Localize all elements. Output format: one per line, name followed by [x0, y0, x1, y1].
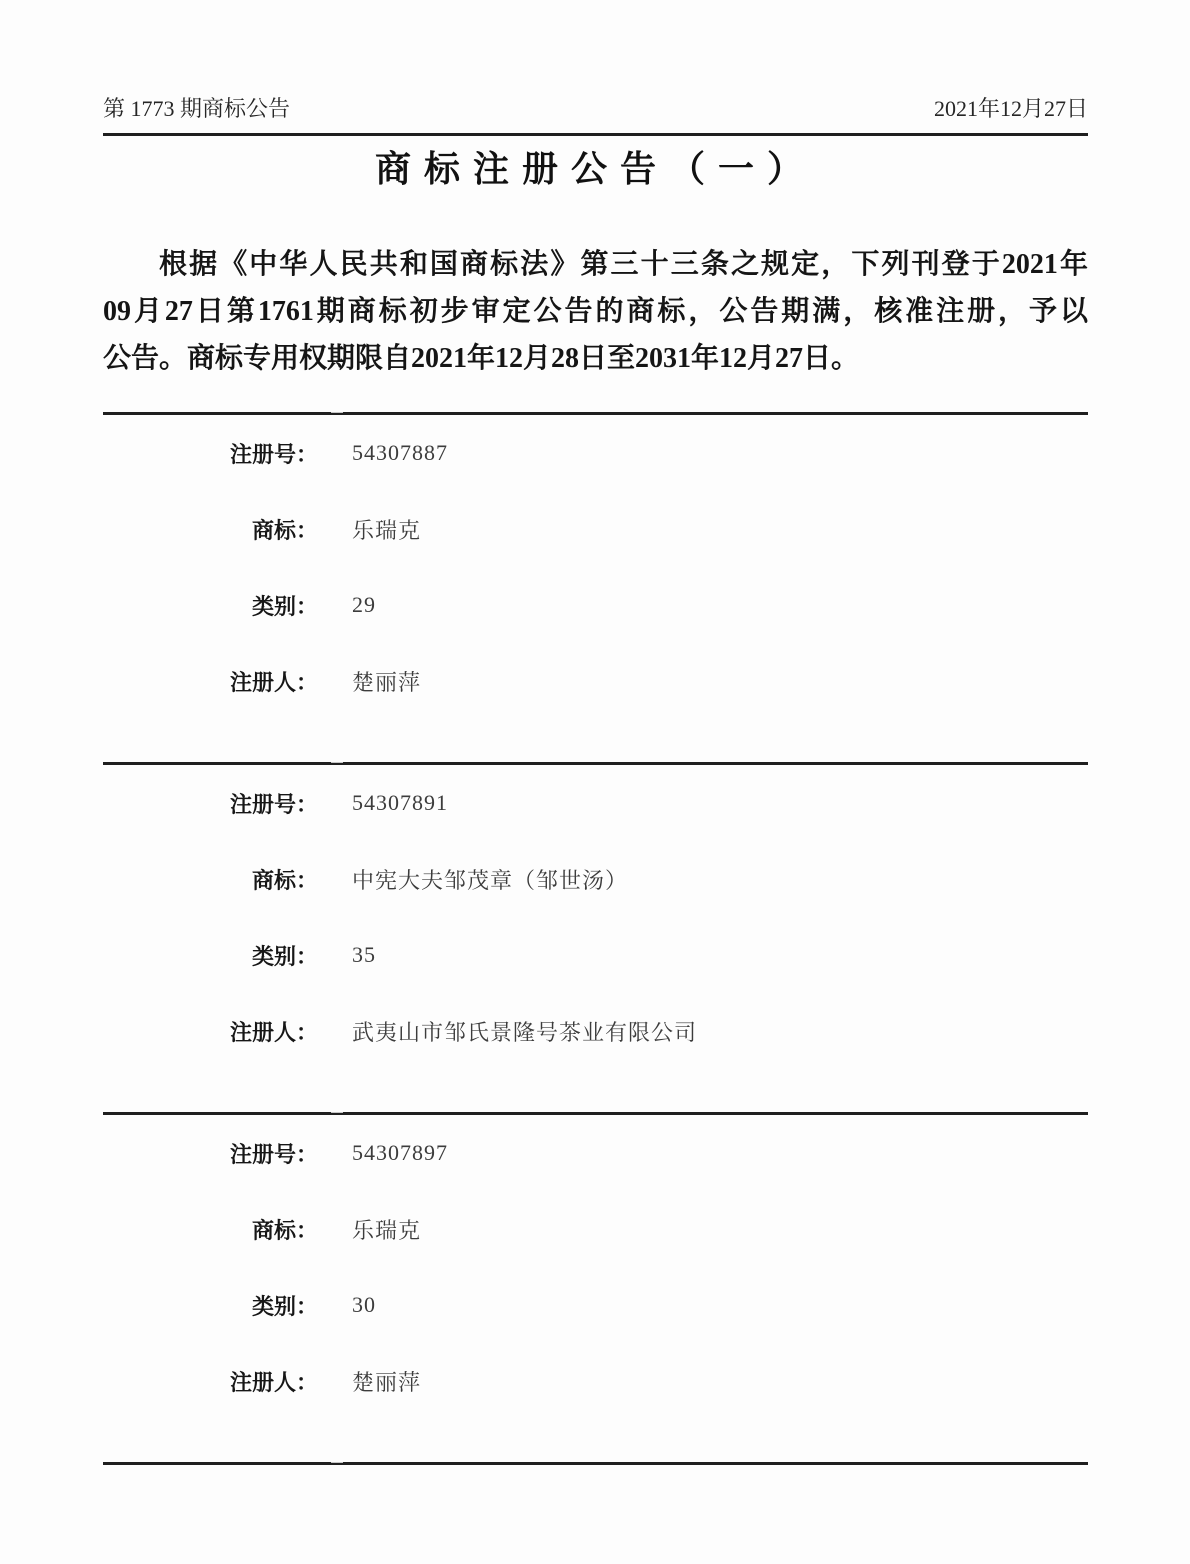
trademark-label: 商标：	[251, 517, 318, 543]
field-row	[103, 841, 1088, 917]
intro-paragraph	[103, 241, 1088, 382]
field-row	[103, 993, 1088, 1069]
entry	[103, 1115, 1088, 1462]
separator-line	[103, 762, 1088, 765]
reg-no-value: 54307897	[352, 1140, 448, 1165]
separator-line	[103, 412, 1088, 415]
field-row	[103, 643, 1088, 719]
field-row	[103, 415, 1088, 491]
field-row	[103, 917, 1088, 993]
reg-no-label: 注册号：	[229, 1141, 318, 1167]
category-label: 类别：	[251, 1293, 318, 1319]
intro-line: 公告。商标专用权期限自2021年12月28日至2031年12月27日。	[103, 343, 860, 374]
reg-no-value: 54307887	[352, 440, 448, 465]
trademark-label: 商标：	[251, 867, 318, 893]
trademark-value: 乐瑞克	[352, 517, 422, 543]
field-row	[103, 1343, 1088, 1419]
field-row	[103, 491, 1088, 567]
intro-line: 09月27日第1761期商标初步审定公告的商标，公告期满，核准注册，予以	[103, 296, 1088, 327]
category-value: 29	[352, 592, 376, 617]
field-row	[103, 1191, 1088, 1267]
category-label: 类别：	[251, 593, 318, 619]
field-row	[103, 765, 1088, 841]
publication-date: 2021年12月27日	[933, 96, 1088, 121]
issue-number: 第 1773 期商标公告	[103, 96, 291, 121]
registrant-label: 注册人：	[229, 1019, 318, 1045]
entry	[103, 765, 1088, 1112]
separator-line	[103, 1462, 1088, 1465]
registrant-value: 楚丽萍	[352, 1369, 422, 1395]
category-label: 类别：	[251, 943, 318, 969]
trademark-value: 中宪大夫邹茂章（邹世汤）	[352, 867, 629, 893]
registrant-value: 楚丽萍	[352, 669, 422, 695]
category-value: 30	[352, 1292, 376, 1317]
trademark-value: 乐瑞克	[352, 1217, 422, 1243]
registrant-value: 武夷山市邹氏景隆号茶业有限公司	[352, 1019, 698, 1045]
category-value: 35	[352, 942, 376, 967]
registrant-label: 注册人：	[229, 1369, 318, 1395]
field-row	[103, 1267, 1088, 1343]
page-header	[103, 97, 1088, 136]
registrant-label: 注册人：	[229, 669, 318, 695]
reg-no-label: 注册号：	[229, 791, 318, 817]
entry-list	[103, 412, 1088, 1465]
reg-no-label: 注册号：	[229, 441, 318, 467]
page-title: 商标注册公告（一）	[374, 149, 816, 189]
separator-line	[103, 1112, 1088, 1115]
reg-no-value: 54307891	[352, 790, 448, 815]
trademark-label: 商标：	[251, 1217, 318, 1243]
field-row	[103, 567, 1088, 643]
intro-line: 根据《中华人民共和国商标法》第三十三条之规定，下列刊登于2021年	[159, 249, 1088, 280]
field-row	[103, 1115, 1088, 1191]
entry	[103, 415, 1088, 762]
